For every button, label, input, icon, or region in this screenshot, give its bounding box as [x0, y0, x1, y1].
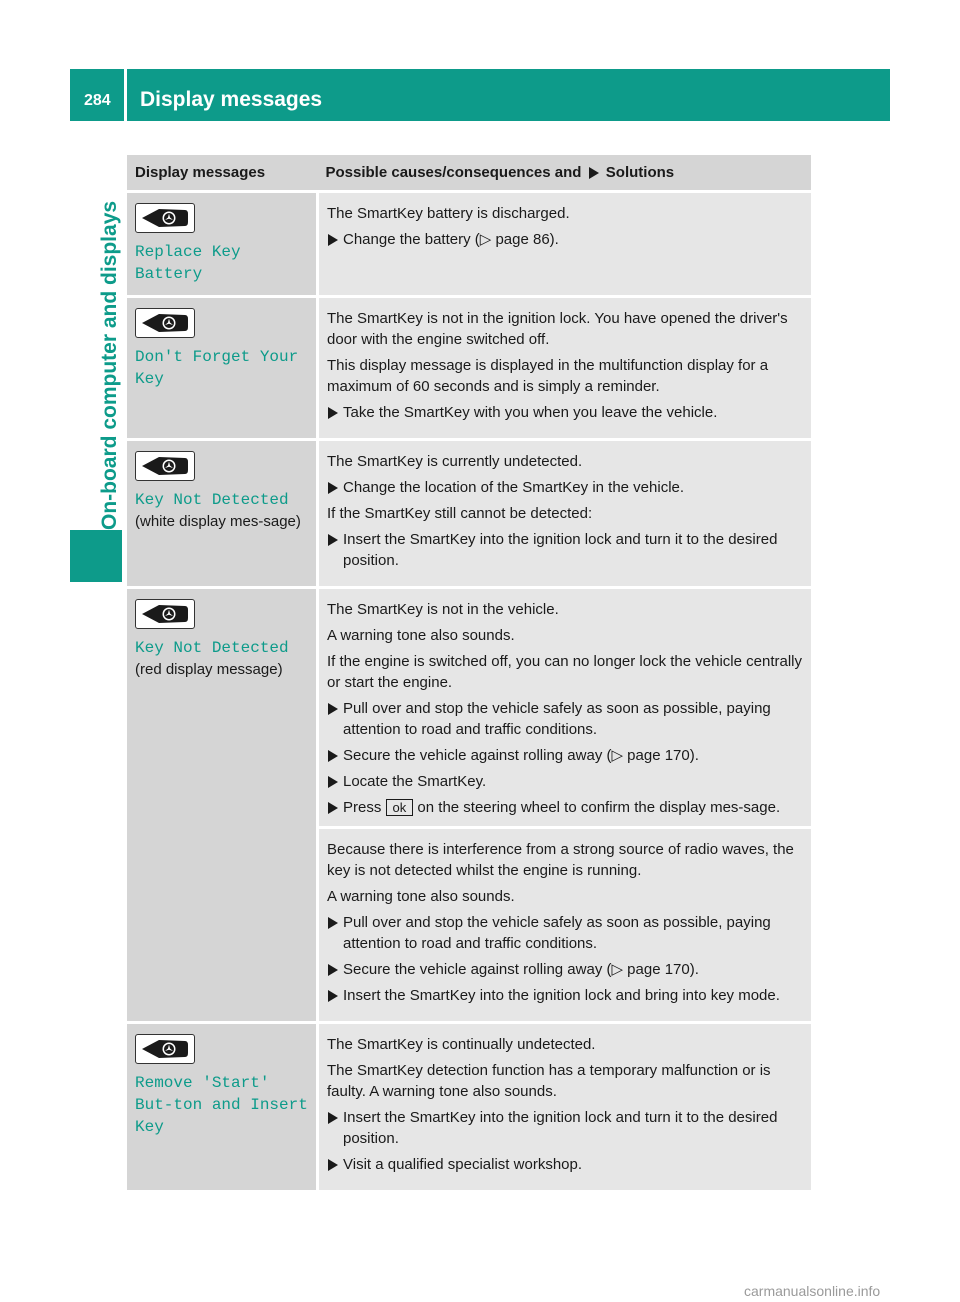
text-paragraph: The SmartKey battery is discharged.: [327, 205, 570, 222]
instruction-bullet: [327, 797, 803, 818]
display-message-note: (red display message): [135, 661, 283, 678]
header-solutions-label: Solutions: [605, 164, 675, 181]
instruction-text: on the steering wheel to confirm the display mes-sage.: [417, 799, 781, 816]
instruction-bullet: Pull over and stop the vehicle safely as soon as possible, paying attention to road and traffic conditions.: [327, 912, 803, 954]
display-message-text: Remove 'Start' But-ton and Insert Key: [135, 1074, 308, 1136]
display-message-cell: [127, 588, 318, 1023]
alternate-cause-block: [319, 826, 811, 1006]
instruction-bullet: Secure the vehicle against rolling away (▷ page 170).: [327, 959, 803, 980]
watermark: carmanualsonline.info: [744, 1283, 881, 1299]
text-paragraph: A warning tone also sounds.: [327, 888, 515, 905]
display-message-cell: [127, 192, 318, 297]
smartkey-icon: [135, 451, 195, 481]
display-message-text: Key Not Detected: [135, 491, 289, 509]
instruction-bullet: Locate the SmartKey.: [327, 771, 803, 792]
instruction-bullet: Change the location of the SmartKey in the vehicle.: [327, 477, 803, 498]
instruction-bullet: Change the battery (▷ page 86).: [327, 229, 803, 250]
smartkey-icon: [135, 203, 195, 233]
smartkey-icon: [135, 599, 195, 629]
instruction-bullet: Visit a qualified specialist workshop.: [327, 1154, 803, 1175]
solutions-cell: [318, 1023, 812, 1192]
display-message-cell: [127, 297, 318, 440]
side-tab-marker: [70, 530, 122, 582]
table-row: [127, 588, 811, 1023]
instruction-bullet: Take the SmartKey with you when you leave the vehicle.: [327, 402, 803, 423]
header-divider: [124, 69, 127, 121]
text-paragraph: The SmartKey is currently undetected.: [327, 453, 583, 470]
table-row: [127, 297, 811, 440]
smartkey-icon: [135, 1034, 195, 1064]
text-paragraph: The SmartKey is not in the ignition lock. You have opened the driver's door with the engine switched off.: [327, 310, 788, 348]
text-paragraph: The SmartKey is not in the vehicle.: [327, 601, 559, 618]
table-row: [127, 440, 811, 588]
instruction-bullet: Insert the SmartKey into the ignition lock and turn it to the desired position.: [327, 529, 803, 571]
text-paragraph: Because there is interference from a strong source of radio waves, the key is not detected whilst the engine is running.: [327, 841, 794, 879]
page-number: 284: [84, 92, 111, 109]
solutions-cell: [318, 192, 812, 297]
display-message-cell: [127, 440, 318, 588]
page-title: Display messages: [140, 88, 323, 111]
solutions-cell: [318, 440, 812, 588]
smartkey-icon: [135, 308, 195, 338]
instruction-text: Press: [343, 799, 382, 816]
table-row: [127, 1023, 811, 1192]
display-messages-table: [127, 155, 811, 1193]
text-paragraph: The SmartKey detection function has a temporary malfunction or is faulty. A warning tone also sounds.: [327, 1062, 771, 1100]
header-causes-solutions: [318, 155, 812, 192]
instruction-bullet: Insert the SmartKey into the ignition lock and turn it to the desired position.: [327, 1107, 803, 1149]
instruction-bullet: Insert the SmartKey into the ignition lock and bring into key mode.: [327, 985, 803, 1006]
display-message-text: Don't Forget Your Key: [135, 348, 299, 388]
text-paragraph: This display message is displayed in the multifunction display for a maximum of 60 seconds and is simply a reminder.: [327, 357, 769, 395]
header-causes-label: Possible causes/consequences and: [325, 164, 582, 181]
table-row: [127, 192, 811, 297]
header-display-messages: Display messages: [127, 155, 318, 192]
text-paragraph: If the engine is switched off, you can no longer lock the vehicle centrally or start the engine.: [327, 653, 802, 691]
instruction-bullet: Secure the vehicle against rolling away (▷ page 170).: [327, 745, 803, 766]
text-paragraph: The SmartKey is continually undetected.: [327, 1036, 596, 1053]
text-paragraph: If the SmartKey still cannot be detected:: [327, 505, 593, 522]
text-paragraph: A warning tone also sounds.: [327, 627, 515, 644]
solutions-cell: [318, 588, 812, 1023]
display-message-text: Replace Key Battery: [135, 243, 241, 283]
display-message-cell: [127, 1023, 318, 1192]
side-tab-label: On-board computer and displays: [98, 200, 121, 530]
ok-button-icon: ok: [386, 799, 414, 816]
arrow-icon: [589, 167, 599, 179]
table-header-row: [127, 155, 811, 192]
solutions-cell: [318, 297, 812, 440]
display-message-text: Key Not Detected: [135, 639, 289, 657]
instruction-bullet: Pull over and stop the vehicle safely as soon as possible, paying attention to road and traffic conditions.: [327, 698, 803, 740]
display-message-note: (white display mes-sage): [135, 513, 301, 530]
